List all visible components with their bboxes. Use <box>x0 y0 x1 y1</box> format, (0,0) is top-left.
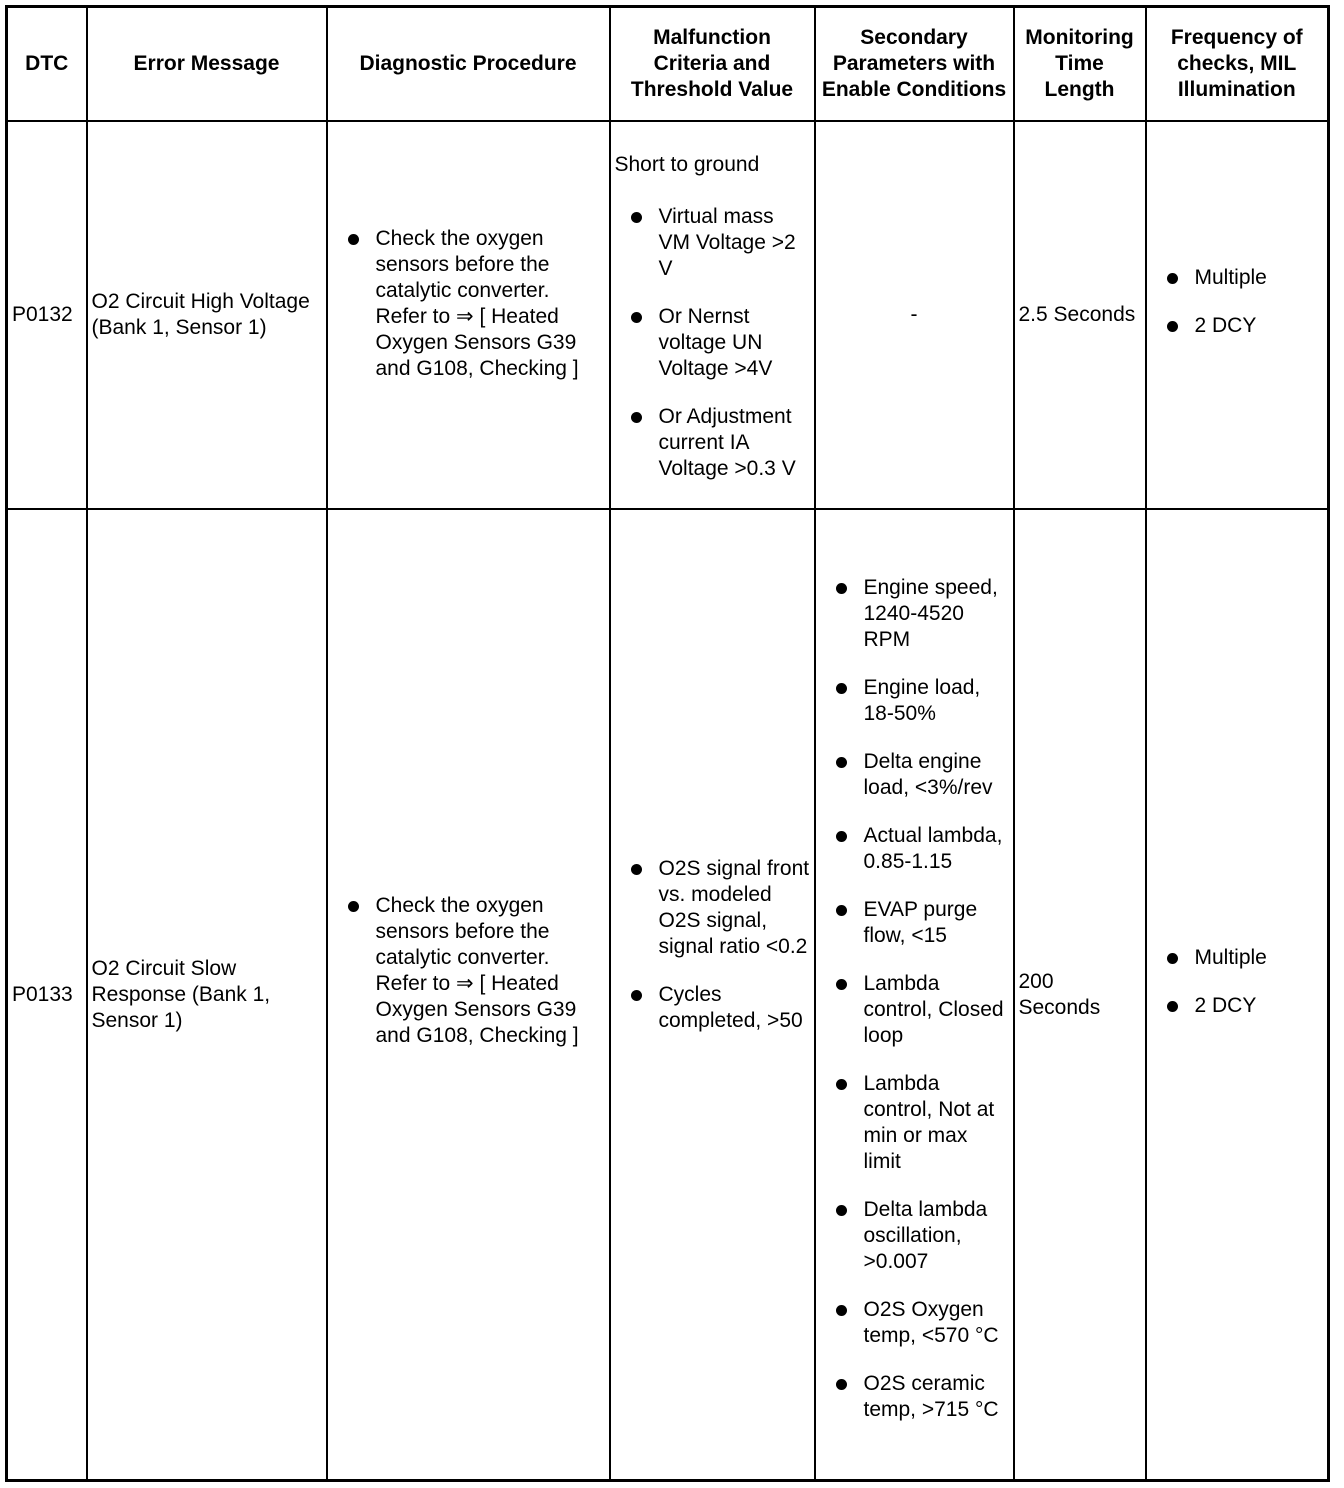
criteria-text: Or Adjustment current IA Voltage >0.3 V <box>658 405 796 480</box>
bullet-icon <box>631 212 642 223</box>
header-row <box>7 7 1329 122</box>
criteria-lead: Short to ground <box>614 153 760 176</box>
list-item <box>820 1071 1009 1175</box>
secondary-text: Actual lambda, 0.85-1.15 <box>863 823 1003 873</box>
bullet-icon <box>1167 321 1178 332</box>
header-monitoring-time: Monitoring Time Length <box>1014 7 1146 122</box>
dtc-code: P0132 <box>7 121 87 509</box>
bullet-icon <box>836 1305 847 1316</box>
secondary-text: Lambda control, Not at min or max limit <box>863 1071 995 1173</box>
header-malfunction-criteria: Malfunction Criteria and Threshold Value <box>610 7 815 122</box>
frequency-cell <box>1146 121 1329 509</box>
secondary-text: Lambda control, Closed loop <box>863 971 1004 1047</box>
list-item <box>615 856 810 960</box>
bullet-icon <box>836 979 847 990</box>
criteria-text: Virtual mass VM Voltage >2 V <box>658 205 796 280</box>
error-message: O2 Circuit Slow Response (Bank 1, Sensor 1) <box>87 509 327 1481</box>
list-item <box>820 823 1009 875</box>
secondary-text: Engine speed, 1240-4520 RPM <box>863 575 998 651</box>
bullet-icon <box>348 234 359 245</box>
bullet-icon <box>1167 953 1178 964</box>
secondary-parameters: - <box>815 121 1014 509</box>
bullet-icon <box>836 1079 847 1090</box>
bullet-icon <box>631 864 642 875</box>
list-item <box>820 575 1009 653</box>
bullet-icon <box>836 831 847 842</box>
criteria-text: Cycles completed, >50 <box>658 982 803 1032</box>
diagnostic-procedure-cell <box>327 509 610 1481</box>
secondary-text: Engine load, 18-50% <box>863 675 981 725</box>
bullet-icon <box>836 583 847 594</box>
criteria-text: O2S signal front vs. modeled O2S signal, signal ratio <0.2 <box>658 856 810 958</box>
bullet-icon <box>836 1205 847 1216</box>
bullet-icon <box>1167 1001 1178 1012</box>
list-item <box>1151 945 1324 971</box>
monitoring-time: 200 Seconds <box>1014 509 1146 1481</box>
table-row <box>7 509 1329 1481</box>
list-item <box>820 749 1009 801</box>
list-item <box>820 897 1009 949</box>
header-diagnostic-procedure: Diagnostic Procedure <box>327 7 610 122</box>
header-error-message: Error Message <box>87 7 327 122</box>
error-message: O2 Circuit High Voltage (Bank 1, Sensor 1) <box>87 121 327 509</box>
secondary-text: O2S ceramic temp, >715 °C <box>863 1371 999 1421</box>
list-item <box>820 1197 1009 1275</box>
frequency-text: Multiple <box>1194 945 1267 969</box>
frequency-text: 2 DCY <box>1194 993 1257 1017</box>
list-item <box>1151 313 1324 339</box>
dtc-code: P0133 <box>7 509 87 1481</box>
list-item <box>615 304 810 382</box>
list-item <box>820 1297 1009 1349</box>
frequency-text: Multiple <box>1194 266 1267 289</box>
secondary-text: Delta lambda oscillation, >0.007 <box>863 1197 988 1273</box>
list-item <box>1151 265 1324 291</box>
diagnostic-procedure-cell <box>327 121 610 509</box>
dtc-table <box>5 5 1330 1482</box>
secondary-text: Delta engine load, <3%/rev <box>863 749 993 799</box>
list-item <box>1151 993 1324 1019</box>
bullet-icon <box>348 901 359 912</box>
list-item <box>820 1371 1009 1423</box>
malfunction-criteria-cell <box>610 121 815 509</box>
list-item <box>332 226 605 382</box>
frequency-text: 2 DCY <box>1194 314 1257 337</box>
secondary-text: EVAP purge flow, <15 <box>863 897 978 947</box>
header-secondary-parameters: Secondary Parameters with Enable Conditions <box>815 7 1014 122</box>
procedure-text: Check the oxygen sensors before the catalytic converter. Refer to ⇒ [ Heated Oxygen Sensors G39 and G108, Checking ] <box>375 893 579 1047</box>
bullet-icon <box>631 312 642 323</box>
header-dtc: DTC <box>7 7 87 122</box>
list-item <box>615 404 810 482</box>
bullet-icon <box>1167 273 1178 284</box>
secondary-parameters-cell <box>815 509 1014 1481</box>
list-item <box>820 971 1009 1049</box>
list-item <box>820 675 1009 727</box>
secondary-text: O2S Oxygen temp, <570 °C <box>863 1297 999 1347</box>
list-item <box>615 204 810 282</box>
bullet-icon <box>836 1379 847 1390</box>
procedure-text: Check the oxygen sensors before the catalytic converter. Refer to ⇒ [ Heated Oxygen Sensors G39 and G108, Checking ] <box>375 227 579 380</box>
bullet-icon <box>631 412 642 423</box>
bullet-icon <box>836 757 847 768</box>
bullet-icon <box>836 683 847 694</box>
criteria-text: Or Nernst voltage UN Voltage >4V <box>658 305 773 380</box>
bullet-icon <box>836 905 847 916</box>
monitoring-time: 2.5 Seconds <box>1014 121 1146 509</box>
table-row <box>7 121 1329 509</box>
list-item <box>615 982 810 1034</box>
list-item <box>332 893 605 1049</box>
frequency-cell <box>1146 509 1329 1481</box>
malfunction-criteria-cell <box>610 509 815 1481</box>
bullet-icon <box>631 990 642 1001</box>
header-frequency: Frequency of checks, MIL Illumination <box>1146 7 1329 122</box>
